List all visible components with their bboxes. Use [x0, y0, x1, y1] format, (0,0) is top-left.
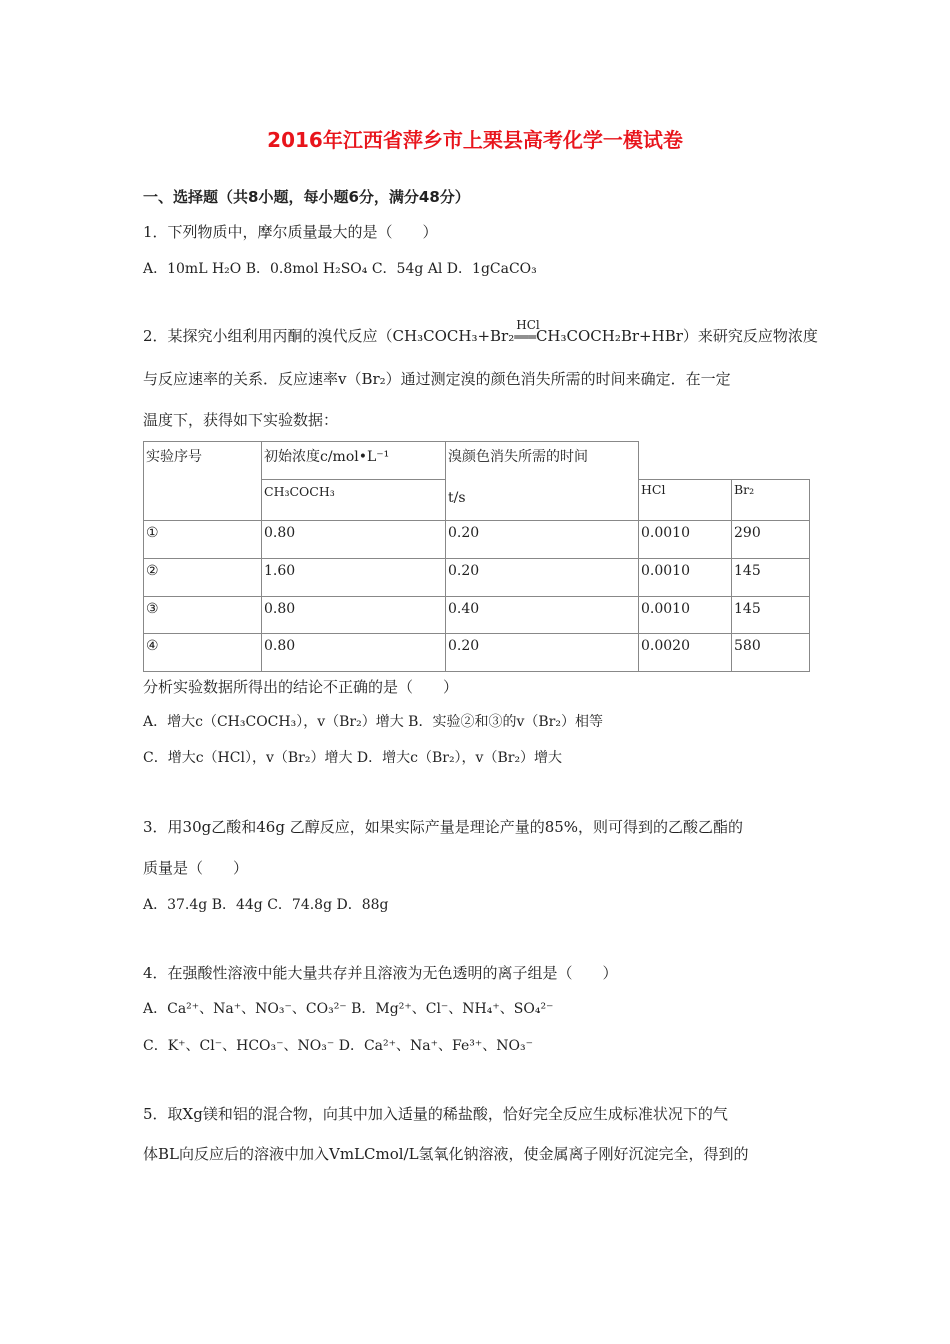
q3-stem-line2: 质量是（ ） — [143, 859, 249, 877]
q4-options-ab: A．Ca²⁺、Na⁺、NO₃⁻、CO₃²⁻ B．Mg²⁺、Cl⁻、NH₄⁺、SO₄²⁻ — [143, 1001, 554, 1017]
q5-stem-line2: 体BL向反应后的溶液中加入VmLCmol/L氢氧化钠溶液，使金属离子刚好沉淀完全，得到的 — [143, 1145, 749, 1163]
q2-options-ab: A．增大c（CH₃COCH₃），v（Br₂）增大 B．实验②和③的v（Br₂）相等 — [143, 714, 603, 730]
q2-reaction-left: 2．某探究小组利用丙酮的溴代反应（CH₃COCH₃+Br₂ — [143, 327, 515, 345]
table-header-row — [144, 442, 810, 480]
table-row: ② 1.60 0.20 0.0010 145 — [144, 559, 810, 597]
header-ch3coch3: CH₃COCH₃ — [262, 480, 446, 521]
catalyst-label: HCl — [516, 318, 540, 332]
header-conc: 初始浓度c/mol•L⁻¹ — [262, 442, 446, 480]
header-ts: t/s — [446, 480, 639, 521]
q3-stem-line1: 3．用30g乙酸和46g 乙醇反应，如果实际产量是理论产量的85%，则可得到的乙酸乙酯的 — [143, 818, 744, 836]
page-title: 2016年江西省萍乡市上栗县高考化学一模试卷 — [267, 128, 683, 152]
q1-stem: 1．下列物质中，摩尔质量最大的是（ ） — [143, 223, 438, 241]
reaction-arrow: HCl ═══ — [514, 318, 540, 344]
q2-stem-line3: 温度下，获得如下实验数据： — [143, 411, 339, 429]
q4-stem: 4．在强酸性溶液中能大量共存并且溶液为无色透明的离子组是（ ） — [143, 964, 618, 982]
experiment-table — [143, 441, 810, 672]
section-heading: 一、选择题（共8小题，每小题6分，满分48分） — [143, 188, 470, 206]
q4-options-cd: C．K⁺、Cl⁻、HCO₃⁻、NO₃⁻ D．Ca²⁺、Na⁺、Fe³⁺、NO₃⁻ — [143, 1038, 533, 1054]
table-row: ③ 0.80 0.40 0.0010 145 — [144, 597, 810, 634]
q2-stem-line1 — [143, 318, 818, 346]
q3-options: A．37.4g B．44g C．74.8g D．88g — [143, 897, 389, 913]
header-seq: 实验序号 — [144, 442, 262, 521]
table-row: ① 0.80 0.20 0.0010 290 — [144, 521, 810, 559]
q2-options-cd: C．增大c（HCl），v（Br₂）增大 D．增大c（Br₂），v（Br₂）增大 — [143, 750, 563, 766]
header-time: 溴颜色消失所需的时间 — [446, 442, 639, 480]
header-hcl: HCl — [639, 480, 732, 521]
table-row: ④ 0.80 0.20 0.0020 580 — [144, 634, 810, 672]
q2-stem-line2: 与反应速率的关系．反应速率v（Br₂）通过测定溴的颜色消失所需的时间来确定．在一定 — [143, 370, 731, 388]
q2-reaction-right: CH₃COCH₂Br+HBr）来研究反应物浓度 — [535, 327, 818, 345]
header-br2: Br₂ — [732, 480, 810, 521]
q5-stem-line1: 5．取Xg镁和铝的混合物，向其中加入适量的稀盐酸，恰好完全反应生成标准状况下的气 — [143, 1105, 728, 1123]
q1-options: A．10mL H₂O B．0.8mol H₂SO₄ C．54g Al D．1gCaCO₃ — [143, 261, 537, 277]
q2-after: 分析实验数据所得出的结论不正确的是（ ） — [143, 678, 459, 696]
